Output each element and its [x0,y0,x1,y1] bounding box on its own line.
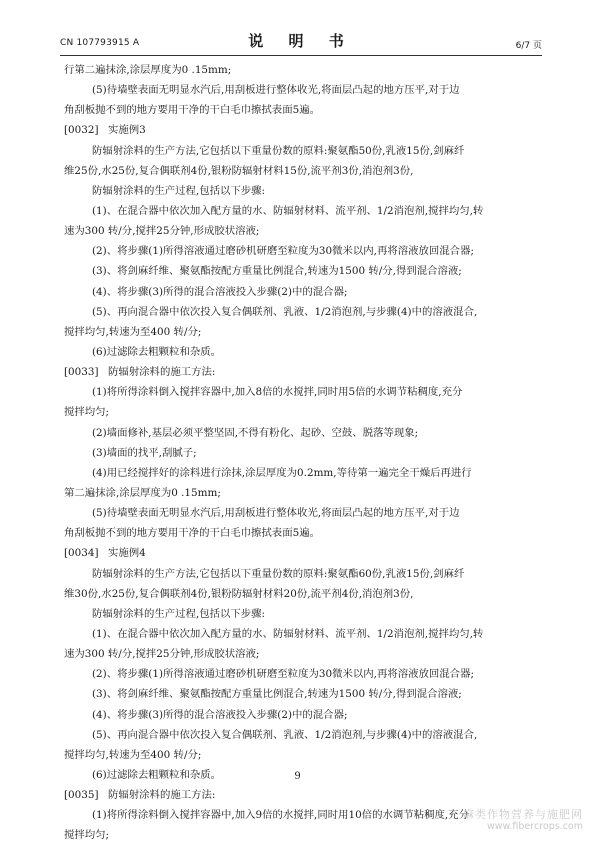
line-text: (2)、将步骤(1)所得溶液通过磨砂机研磨至粒度为30微米以内,再将溶液放回混合器; [92,668,474,681]
text-line [64,745,542,765]
line-text: (1)、在混合器中依次加入配方量的水、防辐射材料、流平剂、1/2消泡剂,搅拌均匀,转 [92,204,484,217]
line-text: 速为300 转/分,搅拌25分钟,形成胶状溶液; [64,648,260,661]
line-text: 实施例4 [108,547,146,560]
line-text: 防辐射涂料的生产方法,它包括以下重量份数的原料:聚氨酯50份,乳液15份,剑麻纤 [92,144,465,157]
line-text: 防辐射涂料的生产方法,它包括以下重量份数的原料:聚氨酯60份,乳液15份,剑麻纤 [92,567,465,580]
line-text: (2)墙面修补,基层必须平整坚固,不得有粉化、起砂、空鼓、脱落等现象; [92,426,419,439]
text-line [64,282,542,302]
line-text: 角刮板抛不到的地方要用干净的干白毛巾擦拭表面5遍。 [64,104,320,117]
paragraph-number: [0033] [64,366,99,379]
text-line [64,402,542,422]
page-of-total: 6/7 页 [515,41,542,51]
text-line [64,241,542,261]
line-text: 第二遍抹涂,涂层厚度为0 .15mm; [64,486,221,499]
text-line [64,664,542,684]
patent-number: CN 107793915 A [60,38,140,48]
line-text: (4)、将步骤(3)所得的混合溶液投入步骤(2)中的混合器; [92,285,348,298]
line-text: (5)、再向混合器中依次投入复合偶联剂、乳液、1/2消泡剂,与步骤(4)中的溶液混合, [92,728,478,741]
paragraph-heading-line [64,362,542,382]
line-text: (1)将所得涂料倒入搅拌容器中,加入9倍的水搅拌,同时用10倍的水调节粘稠度,充分 [92,809,469,822]
line-text: 维25份,水25份,复合偶联剂4份,银粉防辐射材料15份,流平剂3份,消泡剂3份, [64,164,414,177]
text-line [64,201,542,221]
text-line [64,705,542,725]
document-body [64,60,542,845]
line-text: 防辐射涂料的施工方法: [108,366,216,379]
paragraph-heading-line [64,120,542,140]
text-line [64,483,542,503]
text-line [64,100,542,120]
paragraph-number: [0032] [64,124,99,137]
text-line [64,60,542,80]
line-text: (5)、再向混合器中依次投入复合偶联剂、乳液、1/2消泡剂,与步骤(4)中的溶液混合, [92,305,478,318]
line-text: 搅拌均匀,转速为至400 转/分; [64,748,202,761]
text-line [64,423,542,443]
line-text: 行第二遍抹涂,涂层厚度为0 .15mm; [64,64,232,76]
line-text: 速为300 转/分,搅拌25分钟,形成胶状溶液; [64,225,260,238]
line-text: (1)将所得涂料倒入搅拌容器中,加入8倍的水搅拌,同时用5倍的水调节粘稠度,充分 [92,386,463,399]
line-text: (4)用已经搅拌好的涂料进行涂抹,涂层厚度为0.2mm,等待第一遍完全干燥后再进行 [92,466,472,479]
line-text: (3)、将剑麻纤维、聚氨酯按配方重量比例混合,转速为1500 转/分,得到混合溶液; [92,265,462,278]
text-line [64,161,542,181]
text-line [64,443,542,463]
line-text: 实施例3 [108,124,146,137]
text-line [64,624,542,644]
text-line [64,584,542,604]
line-text: (3)墙面的找平,刮腻子; [92,446,197,459]
line-text: 维30份,水25份,复合偶联剂4份,银粉防辐射材料20份,流平剂4份,消泡剂3份, [64,587,414,600]
text-line [64,181,542,201]
text-line [64,503,542,523]
line-text: (5)待墙壁表面无明显水汽后,用刮板进行整体收光,将面层凸起的地方压平,对于边 [92,507,460,520]
text-line [64,725,542,745]
line-text: 防辐射涂料的生产过程,包括以下步骤: [92,184,266,197]
paragraph-heading-line [64,785,542,805]
document-title: 说 明 书 [248,32,354,50]
line-text: (6)过滤除去粗颗粒和杂质。 [92,768,222,781]
text-line [64,342,542,362]
header-divider [60,55,542,56]
line-text: (1)、在混合器中依次加入配方量的水、防辐射材料、流平剂、1/2消泡剂,搅拌均匀,转 [92,627,484,640]
watermark-site-name: 麻类作物营养与施肥网 [463,808,583,821]
text-line [64,523,542,543]
line-text: (3)、将剑麻纤维、聚氨酯按配方重量比例混合,转速为1500 转/分,得到混合溶液; [92,688,462,701]
text-line [64,221,542,241]
paragraph-number: [0034] [64,547,99,560]
line-text: (2)、将步骤(1)所得溶液通过磨砂机研磨至粒度为30微米以内,再将溶液放回混合器; [92,245,474,258]
text-line [64,604,542,624]
line-text: (6)过滤除去粗颗粒和杂质。 [92,345,222,358]
line-text: 防辐射涂料的生产过程,包括以下步骤: [92,607,266,620]
line-text: 搅拌均匀; [64,406,110,419]
text-line [64,684,542,704]
line-text: (5)待墙壁表面无明显水汽后,用刮板进行整体收光,将面层凸起的地方压平,对于边 [92,84,460,97]
text-line [64,141,542,161]
paragraph-number: [0035] [64,789,99,802]
text-line [64,382,542,402]
text-line [64,322,542,342]
line-text: 搅拌均匀,转速为至400 转/分; [64,325,202,338]
text-line [64,564,542,584]
paragraph-heading-line [64,543,542,563]
line-text: 防辐射涂料的施工方法: [108,789,216,802]
line-text: 搅拌均匀; [64,829,110,842]
text-line [64,463,542,483]
watermark-url: www.fibercrops.com [486,821,583,832]
line-text: 角刮板抛不到的地方要用干净的干白毛巾擦拭表面5遍。 [64,527,320,540]
page-header [60,26,542,54]
page-number: 9 [294,771,301,782]
line-text: (4)、将步骤(3)所得的混合溶液投入步骤(2)中的混合器; [92,708,348,721]
text-line [64,644,542,664]
text-line [64,80,542,100]
text-line [64,302,542,322]
watermark [463,808,583,833]
text-line [64,261,542,281]
